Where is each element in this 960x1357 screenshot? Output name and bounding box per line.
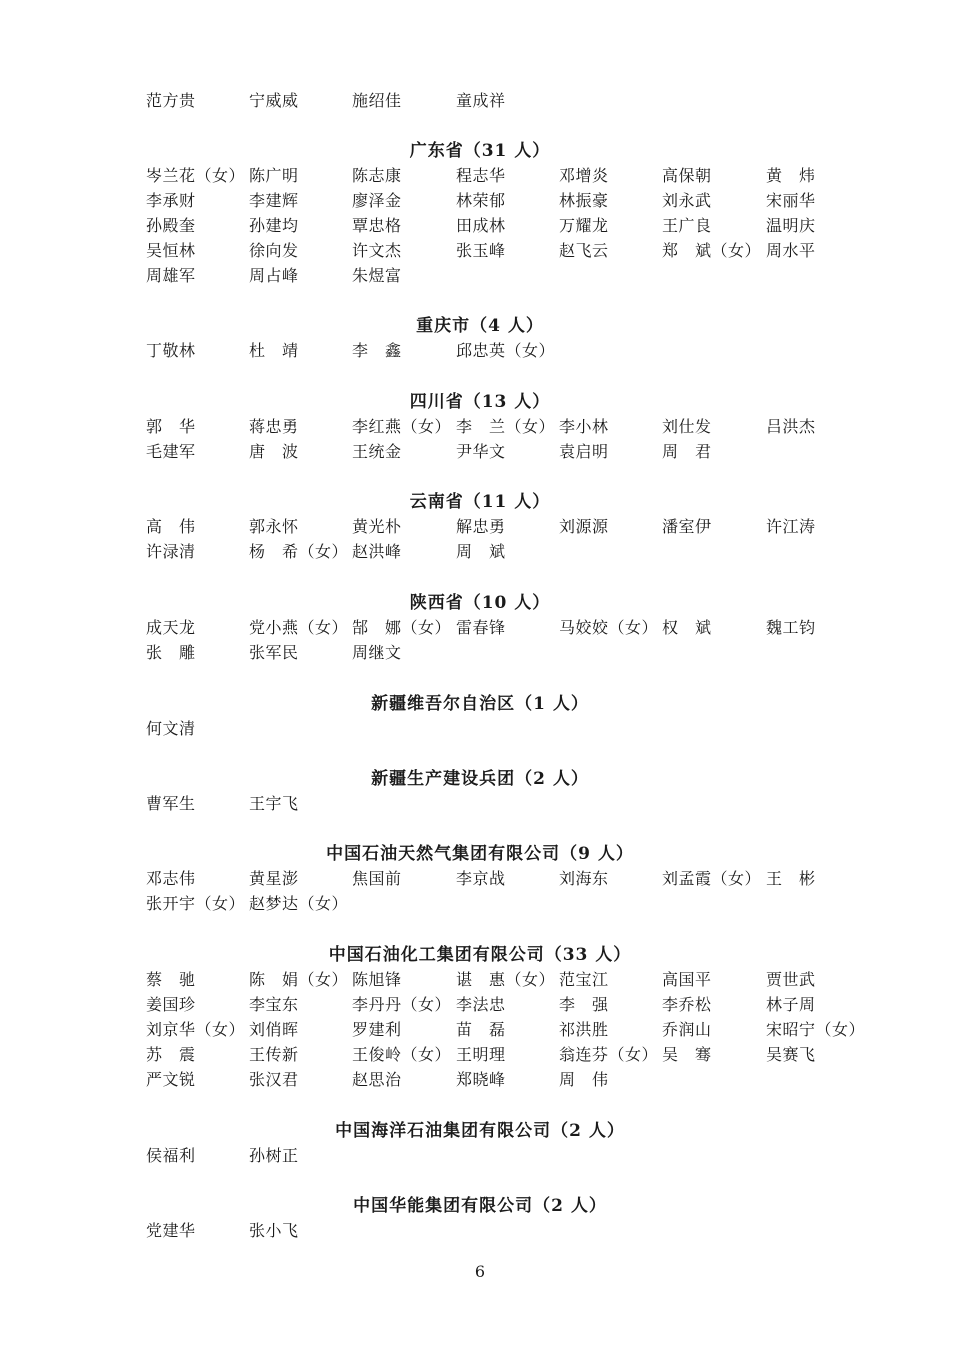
person-name: 陈志康 [352, 166, 402, 185]
person-name: 周水平 [766, 241, 816, 261]
person-name: 周继文 [352, 643, 402, 663]
person-name: 郭永怀 [249, 517, 299, 536]
person-name: 魏工钧 [766, 618, 816, 637]
person-name: 谌 惠（女） [456, 970, 556, 989]
person-name: 严文锐 [146, 1070, 196, 1090]
person-name: 孙树正 [249, 1146, 299, 1165]
person-name: 张 雕 [146, 643, 196, 663]
name-row [0, 263, 960, 288]
section-heading: 重庆市（4 人） [416, 316, 544, 336]
section-heading: 云南省（11 人） [409, 492, 551, 512]
person-name: 宁威威 [249, 91, 299, 110]
person-name: 童成祥 [456, 91, 506, 110]
person-name: 郑晓峰 [456, 1070, 506, 1090]
person-name: 吴赛飞 [766, 1045, 816, 1065]
name-row [0, 1067, 960, 1092]
person-name: 张玉峰 [456, 241, 506, 261]
person-name: 郜 娜（女） [352, 618, 452, 637]
person-name: 焦国前 [352, 869, 402, 888]
person-name: 周 君 [662, 442, 712, 462]
person-name: 雷春锋 [456, 618, 506, 637]
person-name: 许文杰 [352, 241, 402, 261]
person-name: 徐向发 [249, 241, 299, 261]
person-name: 王广良 [662, 216, 712, 236]
person-name: 祁洪胜 [559, 1020, 609, 1040]
section-heading: 中国华能集团有限公司（2 人） [353, 1196, 607, 1216]
person-name: 张小飞 [249, 1221, 299, 1240]
person-name: 刘孟霞（女） [662, 869, 762, 888]
person-name: 王 彬 [766, 869, 816, 888]
name-row [0, 615, 960, 640]
person-name: 李京战 [456, 869, 506, 888]
person-name: 党小燕（女） [249, 618, 349, 637]
person-name: 许渌清 [146, 542, 196, 562]
page-number: 6 [474, 1262, 486, 1281]
person-name: 王宇飞 [249, 794, 299, 813]
name-row [0, 866, 960, 891]
person-name: 马姣姣（女） [559, 618, 659, 637]
person-name: 赵梦达（女） [249, 894, 349, 914]
section-heading: 新疆生产建设兵团（2 人） [371, 769, 589, 789]
person-name: 王传新 [249, 1045, 299, 1065]
person-name: 贾世武 [766, 970, 816, 989]
name-row [0, 1218, 960, 1243]
person-name: 杜 靖 [249, 341, 299, 360]
person-name: 刘海东 [559, 869, 609, 888]
name-row [0, 791, 960, 816]
person-name: 尹华文 [456, 442, 506, 462]
person-name: 周 斌 [456, 542, 506, 562]
person-name: 张开宇（女） [146, 894, 246, 914]
person-name: 郑 斌（女） [662, 241, 762, 261]
person-name: 李 鑫 [352, 341, 402, 360]
person-name: 孙殿奎 [146, 216, 196, 236]
name-row [0, 640, 960, 665]
name-row [0, 716, 960, 741]
person-name: 翁连芬（女） [559, 1045, 659, 1065]
person-name: 陈旭锋 [352, 970, 402, 989]
name-row [0, 338, 960, 363]
person-name: 李丹丹（女） [352, 995, 452, 1015]
person-name: 施绍佳 [352, 91, 402, 110]
person-name: 侯福利 [146, 1146, 196, 1165]
person-name: 黄星澎 [249, 869, 299, 888]
person-name: 程志华 [456, 166, 506, 185]
person-name: 李法忠 [456, 995, 506, 1015]
person-name: 丁敬林 [146, 341, 196, 360]
person-name: 赵飞云 [559, 241, 609, 261]
person-name: 郭 华 [146, 417, 196, 436]
person-name: 李 兰（女） [456, 417, 556, 436]
person-name: 罗建利 [352, 1020, 402, 1040]
name-row [0, 88, 960, 113]
name-row [0, 188, 960, 213]
person-name: 吕洪杰 [766, 417, 816, 436]
person-name: 赵思治 [352, 1070, 402, 1090]
person-name: 田成林 [456, 216, 506, 236]
section-heading: 广东省（31 人） [409, 141, 551, 161]
person-name: 李宝东 [249, 995, 299, 1015]
name-row [0, 439, 960, 464]
section-heading: 陕西省（10 人） [409, 593, 551, 613]
name-row [0, 539, 960, 564]
person-name: 李承财 [146, 191, 196, 211]
person-name: 刘俏晖 [249, 1020, 299, 1040]
person-name: 范宝江 [559, 970, 609, 989]
person-name: 袁启明 [559, 442, 609, 462]
name-row [0, 238, 960, 263]
person-name: 毛建军 [146, 442, 196, 462]
person-name: 邱忠英（女） [456, 341, 556, 360]
name-row [0, 514, 960, 539]
person-name: 周占峰 [249, 266, 299, 286]
person-name: 刘永武 [662, 191, 712, 211]
person-name: 解忠勇 [456, 517, 506, 536]
name-row [0, 414, 960, 439]
name-row [0, 967, 960, 992]
person-name: 蔡 驰 [146, 970, 196, 989]
person-name: 温明庆 [766, 216, 816, 236]
person-name: 林荣郁 [456, 191, 506, 211]
person-name: 赵洪峰 [352, 542, 402, 562]
person-name: 苏 震 [146, 1045, 196, 1065]
section-heading: 中国石油天然气集团有限公司（9 人） [326, 844, 634, 864]
person-name: 杨 希（女） [249, 542, 349, 562]
person-name: 吴 骞 [662, 1045, 712, 1065]
name-row [0, 1143, 960, 1168]
person-name: 刘仕发 [662, 417, 712, 436]
person-name: 曹军生 [146, 794, 196, 813]
section-heading: 四川省（13 人） [409, 392, 551, 412]
name-row [0, 992, 960, 1017]
person-name: 李乔松 [662, 995, 712, 1015]
name-row [0, 891, 960, 916]
person-name: 苗 磊 [456, 1020, 506, 1040]
person-name: 黄光朴 [352, 517, 402, 536]
person-name: 黄 炜 [766, 166, 816, 185]
person-name: 王统金 [352, 442, 402, 462]
person-name: 孙建均 [249, 216, 299, 236]
person-name: 权 斌 [662, 618, 712, 637]
person-name: 覃忠格 [352, 216, 402, 236]
person-name: 许江涛 [766, 517, 816, 536]
person-name: 万耀龙 [559, 216, 609, 236]
section-heading: 中国石油化工集团有限公司（33 人） [328, 945, 632, 965]
person-name: 刘源源 [559, 517, 609, 536]
name-row [0, 163, 960, 188]
person-name: 林子周 [766, 995, 816, 1015]
person-name: 邓增炎 [559, 166, 609, 185]
person-name: 蒋忠勇 [249, 417, 299, 436]
person-name: 张汉君 [249, 1070, 299, 1090]
person-name: 李小林 [559, 417, 609, 436]
person-name: 林振豪 [559, 191, 609, 211]
person-name: 周 伟 [559, 1070, 609, 1090]
person-name: 宋昭宁（女） [766, 1020, 866, 1040]
person-name: 岑兰花（女） [146, 166, 246, 185]
person-name: 周雄军 [146, 266, 196, 286]
person-name: 陈 娟（女） [249, 970, 349, 989]
person-name: 乔润山 [662, 1020, 712, 1040]
person-name: 吴恒林 [146, 241, 196, 261]
person-name: 姜国珍 [146, 995, 196, 1015]
person-name: 宋丽华 [766, 191, 816, 211]
person-name: 唐 波 [249, 442, 299, 462]
section-heading: 中国海洋石油集团有限公司（2 人） [335, 1121, 625, 1141]
person-name: 高 伟 [146, 517, 196, 536]
section-heading: 新疆维吾尔自治区（1 人） [371, 694, 589, 714]
person-name: 朱煜富 [352, 266, 402, 286]
person-name: 成天龙 [146, 618, 196, 637]
person-name: 党建华 [146, 1221, 196, 1240]
person-name: 廖泽金 [352, 191, 402, 211]
person-name: 李红燕（女） [352, 417, 452, 436]
name-row [0, 1042, 960, 1067]
name-row [0, 1017, 960, 1042]
person-name: 高国平 [662, 970, 712, 989]
person-name: 刘京华（女） [146, 1020, 246, 1040]
person-name: 李 强 [559, 995, 609, 1015]
person-name: 张军民 [249, 643, 299, 663]
person-name: 李建辉 [249, 191, 299, 211]
person-name: 高保朝 [662, 166, 712, 185]
person-name: 王明理 [456, 1045, 506, 1065]
name-row [0, 213, 960, 238]
person-name: 何文清 [146, 719, 196, 738]
person-name: 陈广明 [249, 166, 299, 185]
person-name: 潘室伊 [662, 517, 712, 536]
person-name: 邓志伟 [146, 869, 196, 888]
person-name: 范方贵 [146, 91, 196, 110]
person-name: 王俊岭（女） [352, 1045, 452, 1065]
